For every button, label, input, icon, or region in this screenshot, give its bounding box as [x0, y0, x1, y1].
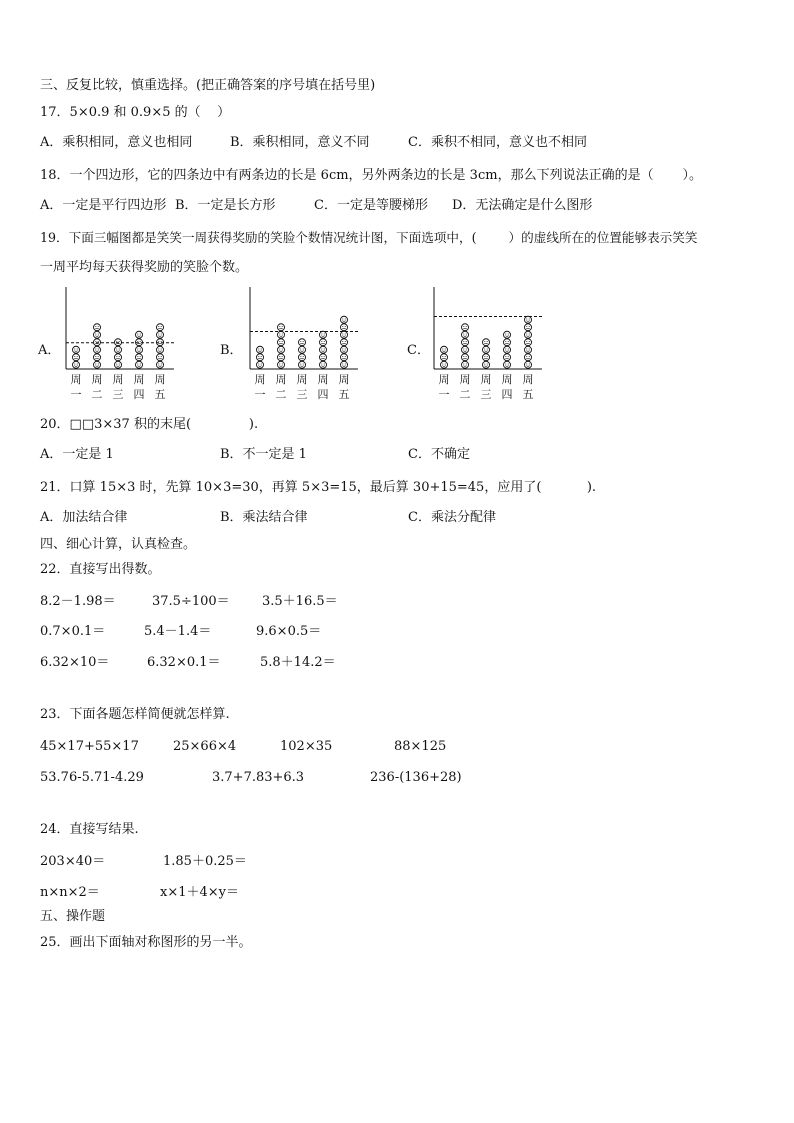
smiley-face-mark [320, 331, 327, 338]
smiley-face-mark [94, 346, 101, 353]
q22-item: 3.5＋16.5＝ [262, 594, 338, 609]
q19-stem-line2: 一周平均每天获得奖励的笑脸个数。 [40, 260, 249, 275]
smiley-face-mark [341, 339, 348, 346]
q23-item: 45×17+55×17 [40, 739, 139, 754]
q22-item: 0.7×0.1＝ [40, 624, 106, 639]
smiley-face-mark [115, 354, 122, 361]
x-tick-label: 四 [501, 388, 513, 401]
q22-item: 9.6×0.5＝ [256, 624, 322, 639]
smiley-face-mark [462, 331, 469, 338]
smiley-face-mark [115, 346, 122, 353]
smiley-face-mark [504, 346, 511, 353]
q23-item: 88×125 [394, 739, 447, 754]
q21-option-b: B．乘法结合律 [220, 510, 308, 525]
section-3-heading: 三、反复比较，慎重选择。(把正确答案的序号填在括号里) [40, 78, 376, 93]
smiley-face-mark [136, 354, 143, 361]
smiley-face-mark [73, 346, 80, 353]
x-tick-label: 一 [70, 388, 82, 401]
x-tick-label: 四 [317, 388, 329, 401]
smiley-face-mark [157, 324, 164, 331]
q18-option-a: A．一定是平行四边形 [40, 198, 167, 213]
smiley-face-mark [299, 354, 306, 361]
smiley-face-mark [257, 361, 264, 368]
smiley-face-mark [136, 346, 143, 353]
smiley-face-mark [441, 361, 448, 368]
smiley-face-mark [157, 354, 164, 361]
q22-item: 37.5÷100＝ [152, 594, 230, 609]
x-tick-label: 周 [91, 373, 103, 386]
q20-option-b: B．不一定是 1 [220, 447, 307, 462]
x-tick-label: 周 [522, 373, 534, 386]
x-tick-label: 四 [133, 388, 145, 401]
smiley-face-mark [504, 361, 511, 368]
x-tick-label: 三 [296, 388, 308, 401]
q22-item: 5.4－1.4＝ [144, 624, 212, 639]
smiley-face-mark [341, 331, 348, 338]
smiley-face-mark [462, 354, 469, 361]
x-tick-label: 周 [275, 373, 287, 386]
x-tick-label: 周 [501, 373, 513, 386]
x-tick-label: 一 [254, 388, 266, 401]
smiley-face-mark [320, 354, 327, 361]
q23-item: 25×66×4 [173, 739, 237, 754]
smiley-face-mark [136, 331, 143, 338]
smiley-face-mark [483, 361, 490, 368]
smiley-face-mark [94, 361, 101, 368]
x-tick-label: 五 [522, 388, 534, 401]
x-tick-label: 周 [254, 373, 266, 386]
q23-item: 102×35 [280, 739, 333, 754]
q19-chart-a [60, 285, 190, 409]
smiley-face-mark [525, 331, 532, 338]
x-tick-label: 二 [275, 388, 287, 401]
smiley-face-mark [525, 339, 532, 346]
q19-option-b-label: B． [220, 343, 243, 358]
q17-option-c: C．乘积不相同，意义也不相同 [408, 135, 587, 150]
q24-item: 1.85＋0.25＝ [163, 854, 247, 869]
smiley-face-mark [441, 354, 448, 361]
smiley-face-mark [525, 346, 532, 353]
q18-option-b: B．一定是长方形 [175, 198, 276, 213]
q19-option-a-label: A． [38, 343, 61, 358]
q18-option-d: D．无法确定是什么图形 [452, 198, 593, 213]
q24-item: 203×40＝ [40, 854, 106, 869]
smiley-face-mark [278, 324, 285, 331]
q24-stem: 24．直接写结果. [40, 822, 139, 837]
x-tick-label: 周 [438, 373, 450, 386]
smiley-face-mark [94, 354, 101, 361]
x-tick-label: 二 [91, 388, 103, 401]
smiley-face-mark [115, 361, 122, 368]
q19-option-c-label: C． [407, 343, 430, 358]
smiley-face-mark [278, 339, 285, 346]
smiley-face-mark [462, 346, 469, 353]
x-tick-label: 三 [480, 388, 492, 401]
q23-item: 236-(136+28) [370, 770, 462, 785]
q20-stem: 20．□□3×37 积的末尾( ). [40, 417, 259, 432]
q25-stem: 25．画出下面轴对称图形的另一半。 [40, 935, 252, 950]
smiley-face-mark [525, 361, 532, 368]
q22-item: 6.32×10＝ [40, 655, 110, 670]
smiley-face-mark [73, 354, 80, 361]
q21-stem: 21．口算 15×3 时，先算 10×3=30，再算 5×3=15，最后算 30+15=45，应用了( ). [40, 480, 597, 495]
x-tick-label: 周 [154, 373, 166, 386]
smiley-face-mark [278, 354, 285, 361]
smiley-face-mark [157, 346, 164, 353]
smiley-face-mark [94, 339, 101, 346]
q20-option-c: C．不确定 [408, 447, 470, 462]
smiley-face-mark [341, 361, 348, 368]
x-tick-label: 五 [154, 388, 166, 401]
q21-option-a: A．加法结合律 [40, 510, 128, 525]
q21-option-c: C．乘法分配律 [408, 510, 496, 525]
smiley-face-mark [462, 339, 469, 346]
section-5-heading: 五、操作题 [40, 909, 106, 924]
x-tick-label: 周 [338, 373, 350, 386]
q22-item: 8.2－1.98＝ [40, 594, 116, 609]
q22-stem: 22．直接写出得数。 [40, 562, 161, 577]
x-tick-label: 周 [480, 373, 492, 386]
smiley-face-mark [299, 346, 306, 353]
q23-item: 53.76-5.71-4.29 [40, 770, 144, 785]
smiley-face-mark [278, 361, 285, 368]
q17-option-a: A．乘积相同，意义也相同 [40, 135, 193, 150]
smiley-face-mark [278, 346, 285, 353]
smiley-face-mark [94, 324, 101, 331]
smiley-face-mark [157, 339, 164, 346]
smiley-face-mark [341, 354, 348, 361]
q23-item: 3.7+7.83+6.3 [212, 770, 305, 785]
smiley-face-mark [157, 361, 164, 368]
smiley-face-mark [320, 346, 327, 353]
q23-stem: 23．下面各题怎样简便就怎样算. [40, 707, 230, 722]
smiley-face-mark [504, 331, 511, 338]
smiley-face-mark [157, 331, 164, 338]
smiley-face-mark [257, 354, 264, 361]
smiley-face-mark [257, 346, 264, 353]
smiley-face-mark [441, 346, 448, 353]
smiley-face-mark [299, 361, 306, 368]
smiley-face-mark [320, 339, 327, 346]
smiley-face-mark [525, 354, 532, 361]
smiley-face-mark [483, 354, 490, 361]
smiley-face-mark [136, 339, 143, 346]
smiley-face-mark [341, 346, 348, 353]
smiley-face-mark [341, 324, 348, 331]
x-tick-label: 周 [112, 373, 124, 386]
smiley-face-mark [504, 339, 511, 346]
q19-stem-line1: 19．下面三幅图都是笑笑一周获得奖励的笑脸个数情况统计图，下面选项中，( ）的虚线所在的位置能够表示笑笑 [40, 230, 698, 245]
x-tick-label: 二 [459, 388, 471, 401]
smiley-face-mark [136, 361, 143, 368]
q18-stem: 18．一个四边形，它的四条边中有两条边的长是 6cm，另外两条边的长是 3cm，那么下列说法正确的是（ ）。 [40, 168, 702, 183]
smiley-face-mark [462, 324, 469, 331]
x-tick-label: 周 [133, 373, 145, 386]
smiley-face-mark [115, 339, 122, 346]
q22-item: 5.8＋14.2＝ [260, 655, 336, 670]
smiley-face-mark [525, 324, 532, 331]
q24-item: n×n×2＝ [40, 885, 100, 900]
q20-option-a: A．一定是 1 [40, 447, 114, 462]
x-tick-label: 周 [70, 373, 82, 386]
smiley-face-mark [462, 361, 469, 368]
smiley-face-mark [94, 331, 101, 338]
q19-chart-b [244, 285, 374, 409]
q17-stem: 17．5×0.9 和 0.9×5 的（ ） [40, 105, 231, 120]
q22-item: 6.32×0.1＝ [147, 655, 221, 670]
smiley-face-mark [504, 354, 511, 361]
x-tick-label: 一 [438, 388, 450, 401]
smiley-face-mark [320, 361, 327, 368]
section-4-heading: 四、细心计算，认真检查。 [40, 537, 197, 552]
smiley-face-mark [483, 339, 490, 346]
x-tick-label: 周 [296, 373, 308, 386]
smiley-face-mark [525, 316, 532, 323]
smiley-face-mark [73, 361, 80, 368]
smiley-face-mark [341, 316, 348, 323]
q24-item: x×1＋4×y＝ [160, 885, 240, 900]
q17-option-b: B．乘积相同，意义不同 [230, 135, 370, 150]
x-tick-label: 五 [338, 388, 350, 401]
smiley-face-mark [483, 346, 490, 353]
q18-option-c: C．一定是等腰梯形 [314, 198, 428, 213]
smiley-face-mark [299, 339, 306, 346]
x-tick-label: 三 [112, 388, 124, 401]
x-tick-label: 周 [317, 373, 329, 386]
smiley-face-mark [278, 331, 285, 338]
x-tick-label: 周 [459, 373, 471, 386]
q19-chart-c [428, 285, 558, 409]
